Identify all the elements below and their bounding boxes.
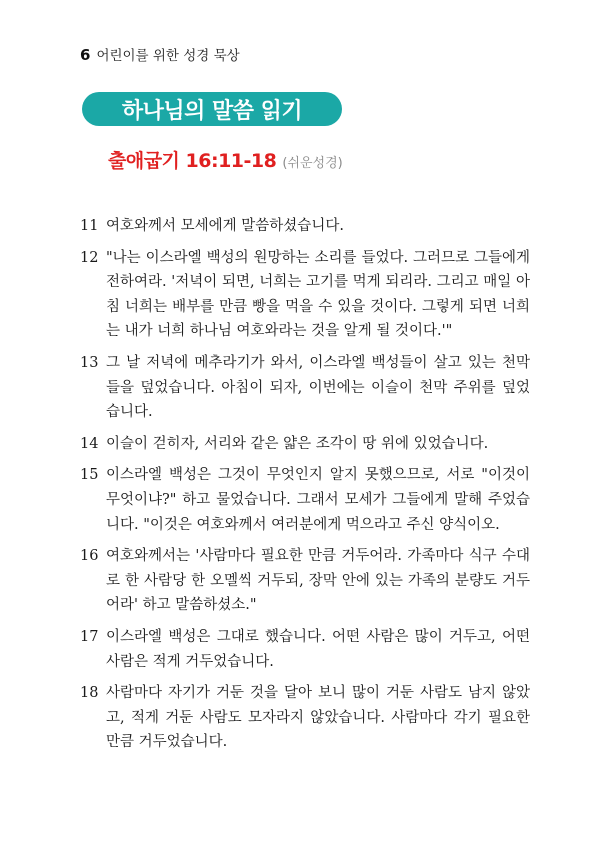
verse-17 [80,625,530,674]
verse-text: 여호와께서 모세에게 말씀하셨습니다. [106,218,344,234]
verse-15 [80,463,530,537]
verse-number: 13 [80,354,99,371]
verse-number: 17 [80,628,99,645]
verse-list [80,214,530,762]
verse-number: 15 [80,467,99,484]
book-title: 어린이를 위한 성경 묵상 [96,48,240,64]
verse-18 [80,681,530,755]
verse-text: 사람마다 자기가 거둔 것을 달아 보니 많이 거둔 사람도 남지 않았고, 적게 거둔 사람도 모자라지 않았습니다. 사람마다 각기 필요한 만큼 거두었습니다. [106,685,530,751]
running-header [80,44,240,64]
verse-text: 이스라엘 백성은 그것이 무엇인지 알지 못했으므로, 서로 "이것이 무엇이냐?" 하고 물었습니다. 그래서 모세가 그들에게 말해 주었습니다. "이것은 여호와께서 여러분에게 먹으라고 주신 양식이오. [106,467,530,533]
verse-13 [80,351,530,425]
verse-16 [80,544,530,618]
scripture-reference [108,146,343,173]
verse-11 [80,214,530,239]
verse-number: 16 [80,548,99,565]
passage-reference: 출애굽기 16:11-18 [108,150,277,172]
section-banner-label: 하나님의 말씀 읽기 [121,98,303,124]
verse-number: 11 [80,218,99,234]
verse-number: 18 [80,685,99,702]
verse-text: 여호와께서는 '사람마다 필요한 만큼 거두어라. 가족마다 식구 수대로 한 사람당 한 오멜씩 거두되, 장막 안에 있는 가족의 분량도 거두어라' 하고 말씀하셨소." [106,548,530,614]
section-banner [82,92,342,126]
page-number: 6 [80,46,91,64]
verse-14 [80,432,530,457]
verse-12 [80,246,530,344]
verse-text: 그 날 저녁에 메추라기가 와서, 이스라엘 백성들이 살고 있는 천막들을 덮었습니다. 아침이 되자, 이번에는 이슬이 천막 주위를 덮었습니다. [106,354,530,421]
bible-version: (쉬운성경) [282,156,343,171]
verse-text: "나는 이스라엘 백성의 원망하는 소리를 들었다. 그러므로 그들에게 전하여라. '저녁이 되면, 너희는 고기를 먹게 되리라. 그리고 매일 아침 너희는 배부를 만큼 빵을 먹을 수 있을 것이다. 그렇게 되면 너희는 내가 너희 하나님 여호와라는 것을 알게 될 것이다.'" [106,249,530,340]
verse-text: 이스라엘 백성은 그대로 했습니다. 어떤 사람은 많이 거두고, 어떤 사람은 적게 거두었습니다. [106,628,530,670]
verse-number: 12 [80,249,99,266]
verse-text: 이슬이 걷히자, 서리와 같은 얇은 조각이 땅 위에 있었습니다. [106,435,489,452]
verse-number: 14 [80,435,99,452]
